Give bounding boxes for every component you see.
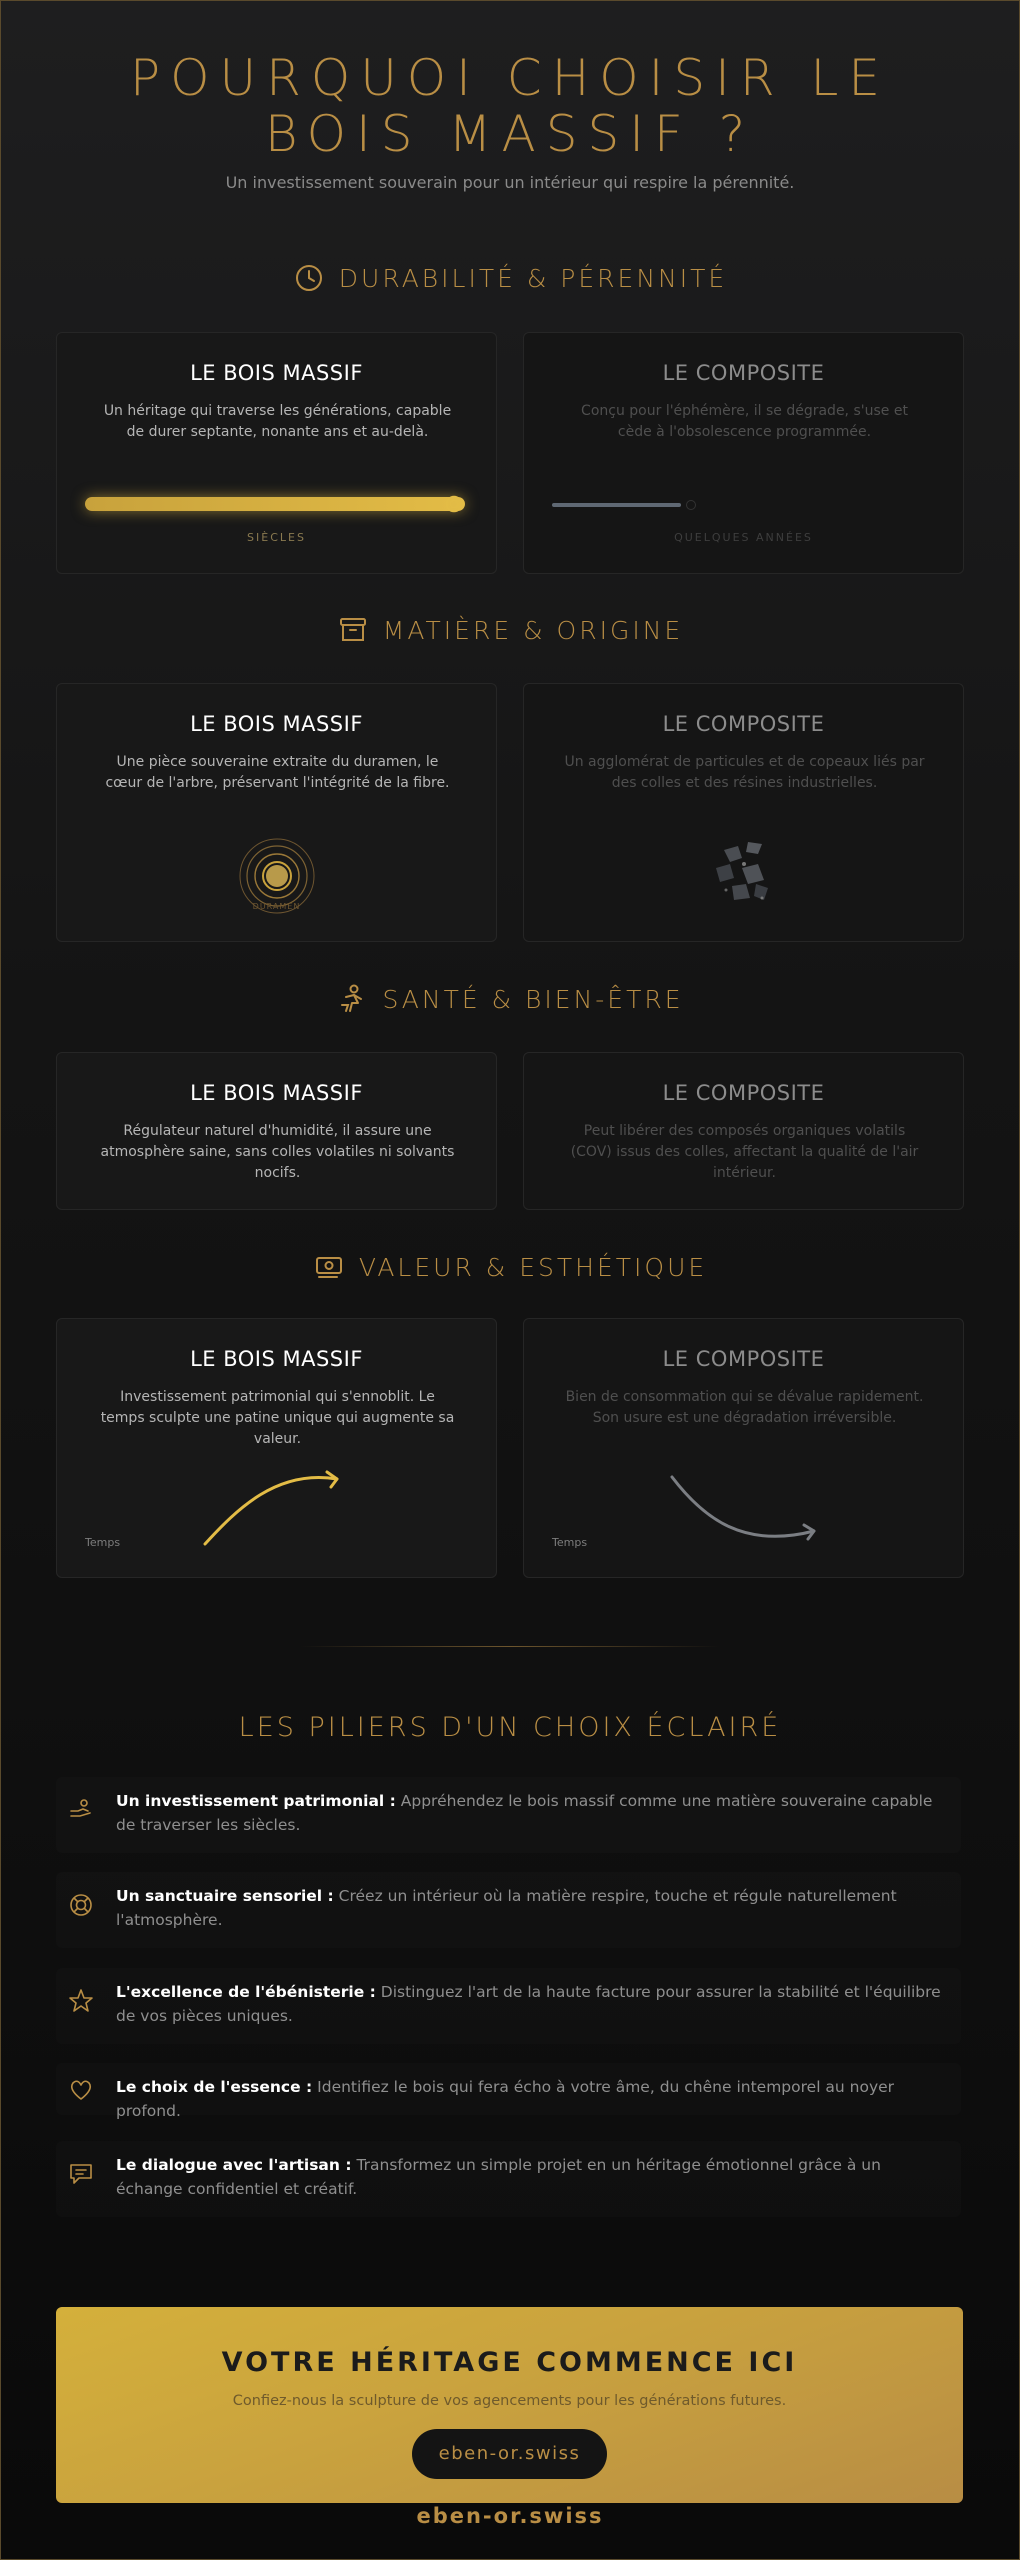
money-icon: [313, 1251, 345, 1283]
card-title: LE BOIS MASSIF: [190, 1347, 363, 1371]
pillars-title: LES PILIERS D'UN CHOIX ÉCLAIRÉ: [238, 1712, 782, 1743]
pillar-title: Le dialogue avec l'artisan :: [116, 2156, 352, 2174]
card-description: Conçu pour l'éphémère, il se dégrade, s'use et cède à l'obsolescence programmée.: [581, 403, 908, 440]
lifebuoy-icon: [68, 1892, 94, 1918]
card-title: LE COMPOSITE: [662, 712, 825, 736]
archive-box-icon: [337, 614, 369, 646]
cta-title: VOTRE HÉRITAGE COMMENCE ICI: [221, 2347, 798, 2378]
section-label: SANTÉ & BIEN-ÊTRE: [382, 984, 684, 1014]
heart-icon: [68, 2077, 94, 2103]
pillar-item-sanctuaire: [56, 1872, 961, 1948]
page-title-line-2: BOIS MASSIF ?: [264, 105, 756, 163]
bar-caption: QUELQUES ANNÉES: [674, 531, 813, 544]
pillar-text: [116, 2153, 951, 2201]
pillar-text: [116, 1980, 951, 2028]
card-title: LE BOIS MASSIF: [190, 361, 363, 385]
pillar-description: Distinguez l'art de la haute facture pour assurer la stabilité et l'équilibre de vos pièces uniques.: [116, 1983, 941, 2025]
duramen-badge: DURAMEN: [252, 902, 301, 911]
card-bois-durabilite: [56, 332, 497, 574]
cta-subtitle: Confiez-nous la sculpture de vos agencements pour les générations futures.: [232, 2393, 787, 2409]
axis-label-time: Temps: [552, 1536, 588, 1549]
durability-bar-bois: [85, 497, 465, 511]
card-composite-matiere: [523, 683, 964, 942]
card-description: Investissement patrimonial qui s'ennoblit. Le temps sculpte une patine unique qui augmente sa valeur.: [100, 1389, 455, 1447]
chat-bubble-icon: [68, 2161, 94, 2187]
section-heading-matiere: [0, 614, 1020, 646]
star-icon: [68, 1988, 94, 2014]
clock-icon: [293, 262, 325, 294]
pillar-title: Le choix de l'essence :: [116, 2078, 313, 2096]
pillar-title: Un sanctuaire sensoriel :: [116, 1887, 334, 1905]
card-composite-durabilite: [523, 332, 964, 574]
card-bois-matiere: [56, 683, 497, 942]
pillar-text: [116, 1884, 951, 1932]
card-title: LE COMPOSITE: [662, 1347, 825, 1371]
card-description: Régulateur naturel d'humidité, il assure une atmosphère saine, sans colles volatiles ni solvants nocifs.: [100, 1123, 455, 1181]
pillar-description: Transformez un simple projet en un héritage émotionnel grâce à un échange confidentiel et créatif.: [116, 2156, 881, 2198]
section-heading-durabilite: [0, 262, 1020, 294]
footer-brand: eben-or.swiss: [416, 2504, 604, 2528]
card-composite-valeur: [523, 1318, 964, 1578]
person-wellbeing-icon: [336, 983, 368, 1015]
pillar-item-ebenisterie: [56, 1968, 961, 2044]
pillar-item-essence: [56, 2063, 961, 2120]
card-description: Bien de consommation qui se dévalue rapidement. Son usure est une dégradation irréversible.: [565, 1389, 924, 1426]
axis-label-time: Temps: [85, 1536, 121, 1549]
particles-illustration: [704, 834, 784, 914]
page-title: [0, 50, 1020, 162]
section-heading-valeur: [0, 1251, 1020, 1283]
tree-ring-icon: [443, 493, 465, 515]
pillar-item-investissement: [56, 1777, 961, 1853]
cta-website-button[interactable]: eben-or.swiss: [412, 2429, 607, 2479]
durability-bar-fill: [85, 497, 465, 511]
card-title: LE COMPOSITE: [662, 361, 825, 385]
pillar-text: [116, 2075, 951, 2123]
pillar-description: Identifiez le bois qui fera écho à votre âme, du chêne intemporel au noyer profond.: [116, 2078, 895, 2120]
card-description: Un héritage qui traverse les générations, capable de durer septante, nonante ans et au-delà.: [103, 403, 452, 440]
card-bois-valeur: [56, 1318, 497, 1578]
pillar-text: [116, 1789, 951, 1837]
durability-bar-composite: [552, 503, 681, 507]
card-bois-sante: [56, 1052, 497, 1210]
card-title: LE COMPOSITE: [662, 1081, 825, 1105]
cta-banner: [56, 2307, 963, 2503]
card-title: LE BOIS MASSIF: [190, 1081, 363, 1105]
section-divider: [300, 1646, 720, 1647]
pillar-description: Créez un intérieur où la matière respire, touche et régule naturellement l'atmosphère.: [116, 1887, 897, 1929]
pillar-title: L'excellence de l'ébénisterie :: [116, 1983, 376, 2001]
bar-end-marker: [686, 500, 696, 510]
value-rising-curve: [197, 1469, 377, 1549]
hand-coin-icon: [68, 1797, 94, 1823]
section-label: VALEUR & ESTHÉTIQUE: [358, 1252, 708, 1282]
bar-caption: SIÈCLES: [247, 531, 306, 544]
card-composite-sante: [523, 1052, 964, 1210]
page-title-line-1: POURQUOI CHOISIR LE: [130, 49, 890, 107]
pillar-title: Un investissement patrimonial :: [116, 1792, 396, 1810]
page-subtitle: Un investissement souverain pour un intérieur qui respire la pérennité.: [225, 173, 795, 192]
card-description: Une pièce souveraine extraite du duramen, le cœur de l'arbre, préservant l'intégrité de la fibre.: [105, 754, 450, 791]
card-description: Peut libérer des composés organiques volatils (COV) issus des colles, affectant la qualité de l'air intérieur.: [570, 1123, 919, 1181]
pillar-item-artisan: [56, 2141, 961, 2217]
value-falling-curve: [664, 1469, 844, 1549]
pillar-description: Appréhendez le bois massif comme une matière souveraine capable de traverser les siècles.: [116, 1792, 933, 1834]
card-description: Un agglomérat de particules et de copeaux liés par des colles et des résines industrielles.: [564, 754, 925, 791]
card-title: LE BOIS MASSIF: [190, 712, 363, 736]
section-label: DURABILITÉ & PÉRENNITÉ: [338, 263, 728, 293]
section-label: MATIÈRE & ORIGINE: [382, 615, 684, 645]
section-heading-sante: [0, 983, 1020, 1015]
